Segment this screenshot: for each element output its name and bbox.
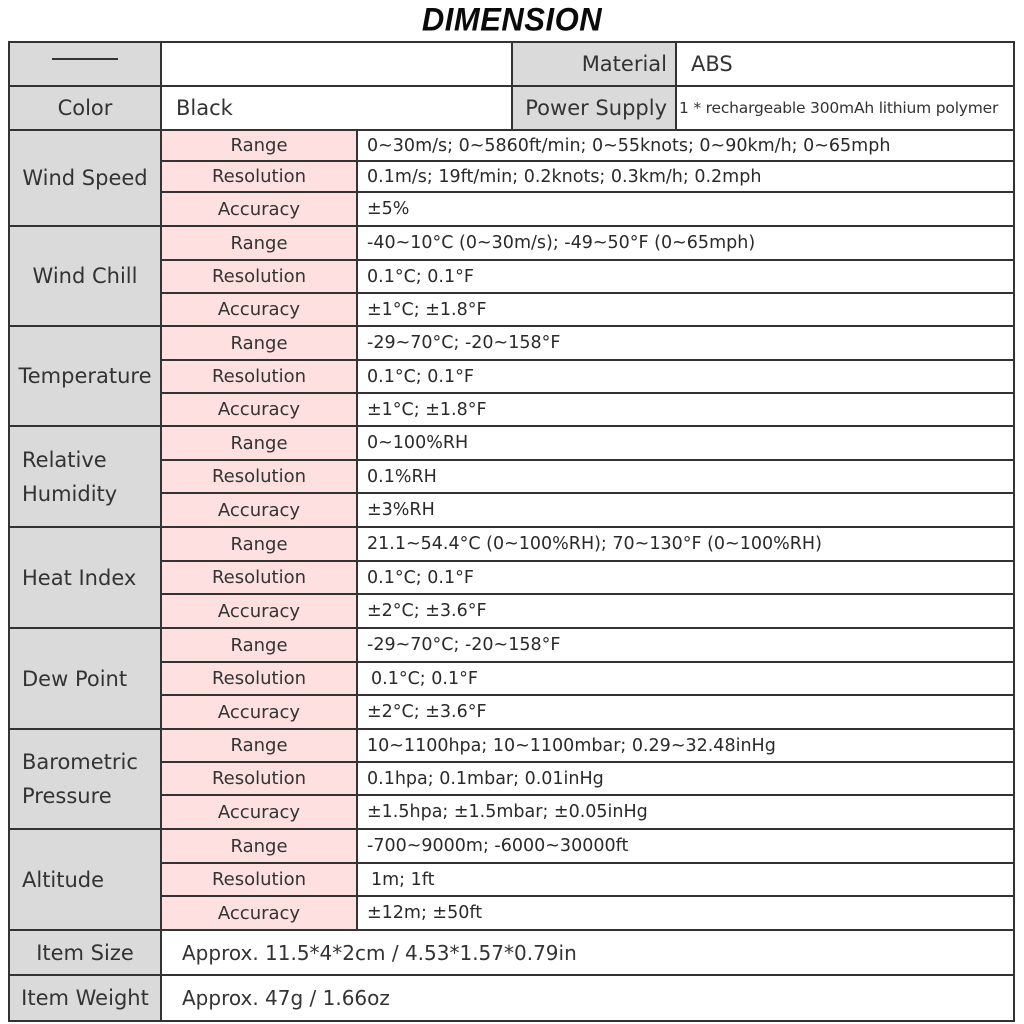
sub-label-resolution: Resolution bbox=[161, 161, 357, 192]
param-name-altitude: Altitude bbox=[9, 829, 161, 930]
wind-chill-range: -40~10°C (0~30m/s); -49~50°F (0~65mph) bbox=[357, 226, 1014, 260]
header-row-2 bbox=[9, 86, 1014, 130]
item-size-label: Item Size bbox=[9, 930, 161, 975]
temperature-accuracy: ±1°C; ±1.8°F bbox=[357, 393, 1014, 426]
sub-label-range: Range bbox=[161, 226, 357, 260]
sub-label-range: Range bbox=[161, 426, 357, 460]
sub-label-resolution: Resolution bbox=[161, 260, 357, 293]
sub-label-accuracy: Accuracy bbox=[161, 192, 357, 226]
dash-line bbox=[52, 58, 118, 60]
relative-humidity-range: 0~100%RH bbox=[357, 426, 1014, 460]
param-row bbox=[9, 326, 1014, 360]
page-title: DIMENSION bbox=[421, 1, 603, 38]
param-row bbox=[9, 729, 1014, 762]
param-name-wind-chill: Wind Chill bbox=[9, 226, 161, 326]
item-weight-label: Item Weight bbox=[9, 975, 161, 1021]
param-row bbox=[9, 628, 1014, 662]
item-weight-value: Approx. 47g / 1.66oz bbox=[161, 975, 1014, 1021]
param-row bbox=[9, 426, 1014, 460]
sub-label-resolution: Resolution bbox=[161, 561, 357, 594]
sub-label-accuracy: Accuracy bbox=[161, 795, 357, 829]
relative-humidity-accuracy: ±3%RH bbox=[357, 493, 1014, 527]
sub-label-range: Range bbox=[161, 628, 357, 662]
temperature-resolution: 0.1°C; 0.1°F bbox=[357, 360, 1014, 393]
sub-label-accuracy: Accuracy bbox=[161, 293, 357, 326]
sub-label-accuracy: Accuracy bbox=[161, 393, 357, 426]
barometric-pressure-range: 10~1100hpa; 10~1100mbar; 0.29~32.48inHg bbox=[357, 729, 1014, 762]
blank-label-cell bbox=[9, 42, 161, 86]
barometric-pressure-resolution: 0.1hpa; 0.1mbar; 0.01inHg bbox=[357, 762, 1014, 795]
sub-label-range: Range bbox=[161, 527, 357, 561]
item-size-value: Approx. 11.5*4*2cm / 4.53*1.57*0.79in bbox=[161, 930, 1014, 975]
param-name-relative-humidity: Relative Humidity bbox=[9, 426, 161, 527]
sub-label-range: Range bbox=[161, 326, 357, 360]
altitude-resolution: 1m; 1ft bbox=[357, 863, 1014, 896]
sub-label-range: Range bbox=[161, 829, 357, 863]
param-name-wind-speed: Wind Speed bbox=[9, 130, 161, 226]
wind-speed-range: 0~30m/s; 0~5860ft/min; 0~55knots; 0~90km/h; 0~65mph bbox=[357, 130, 1014, 161]
dew-point-resolution: 0.1°C; 0.1°F bbox=[357, 662, 1014, 695]
header-row-1 bbox=[9, 42, 1014, 86]
sub-label-resolution: Resolution bbox=[161, 460, 357, 493]
material-value: ABS bbox=[676, 42, 1014, 86]
relative-humidity-resolution: 0.1%RH bbox=[357, 460, 1014, 493]
param-row bbox=[9, 527, 1014, 561]
param-row bbox=[9, 226, 1014, 260]
temperature-range: -29~70°C; -20~158°F bbox=[357, 326, 1014, 360]
power-supply-value: 1 * rechargeable 300mAh lithium polymer bbox=[676, 86, 1014, 130]
heat-index-range: 21.1~54.4°C (0~100%RH); 70~130°F (0~100%RH) bbox=[357, 527, 1014, 561]
sub-label-resolution: Resolution bbox=[161, 863, 357, 896]
sub-label-accuracy: Accuracy bbox=[161, 695, 357, 729]
color-value: Black bbox=[161, 86, 512, 130]
param-name-heat-index: Heat Index bbox=[9, 527, 161, 628]
barometric-pressure-accuracy: ±1.5hpa; ±1.5mbar; ±0.05inHg bbox=[357, 795, 1014, 829]
wind-speed-resolution: 0.1m/s; 19ft/min; 0.2knots; 0.3km/h; 0.2mph bbox=[357, 161, 1014, 192]
sub-label-accuracy: Accuracy bbox=[161, 594, 357, 628]
heat-index-accuracy: ±2°C; ±3.6°F bbox=[357, 594, 1014, 628]
blank-value-cell bbox=[161, 42, 512, 86]
dew-point-range: -29~70°C; -20~158°F bbox=[357, 628, 1014, 662]
sub-label-resolution: Resolution bbox=[161, 762, 357, 795]
wind-chill-accuracy: ±1°C; ±1.8°F bbox=[357, 293, 1014, 326]
sub-label-accuracy: Accuracy bbox=[161, 896, 357, 930]
wind-chill-resolution: 0.1°C; 0.1°F bbox=[357, 260, 1014, 293]
param-name-temperature: Temperature bbox=[9, 326, 161, 426]
color-label: Color bbox=[9, 86, 161, 130]
material-label: Material bbox=[512, 42, 676, 86]
item-size-row bbox=[9, 930, 1014, 975]
dew-point-accuracy: ±2°C; ±3.6°F bbox=[357, 695, 1014, 729]
sub-label-resolution: Resolution bbox=[161, 662, 357, 695]
param-name-barometric-pressure: Barometric Pressure bbox=[9, 729, 161, 829]
altitude-range: -700~9000m; -6000~30000ft bbox=[357, 829, 1014, 863]
wind-speed-accuracy: ±5% bbox=[357, 192, 1014, 226]
heat-index-resolution: 0.1°C; 0.1°F bbox=[357, 561, 1014, 594]
item-weight-row bbox=[9, 975, 1014, 1021]
power-supply-label: Power Supply bbox=[512, 86, 676, 130]
param-name-dew-point: Dew Point bbox=[9, 628, 161, 729]
sub-label-range: Range bbox=[161, 130, 357, 161]
param-row bbox=[9, 829, 1014, 863]
spec-table bbox=[8, 41, 1015, 1022]
sub-label-accuracy: Accuracy bbox=[161, 493, 357, 527]
sub-label-range: Range bbox=[161, 729, 357, 762]
param-row bbox=[9, 130, 1014, 161]
sub-label-resolution: Resolution bbox=[161, 360, 357, 393]
altitude-accuracy: ±12m; ±50ft bbox=[357, 896, 1014, 930]
